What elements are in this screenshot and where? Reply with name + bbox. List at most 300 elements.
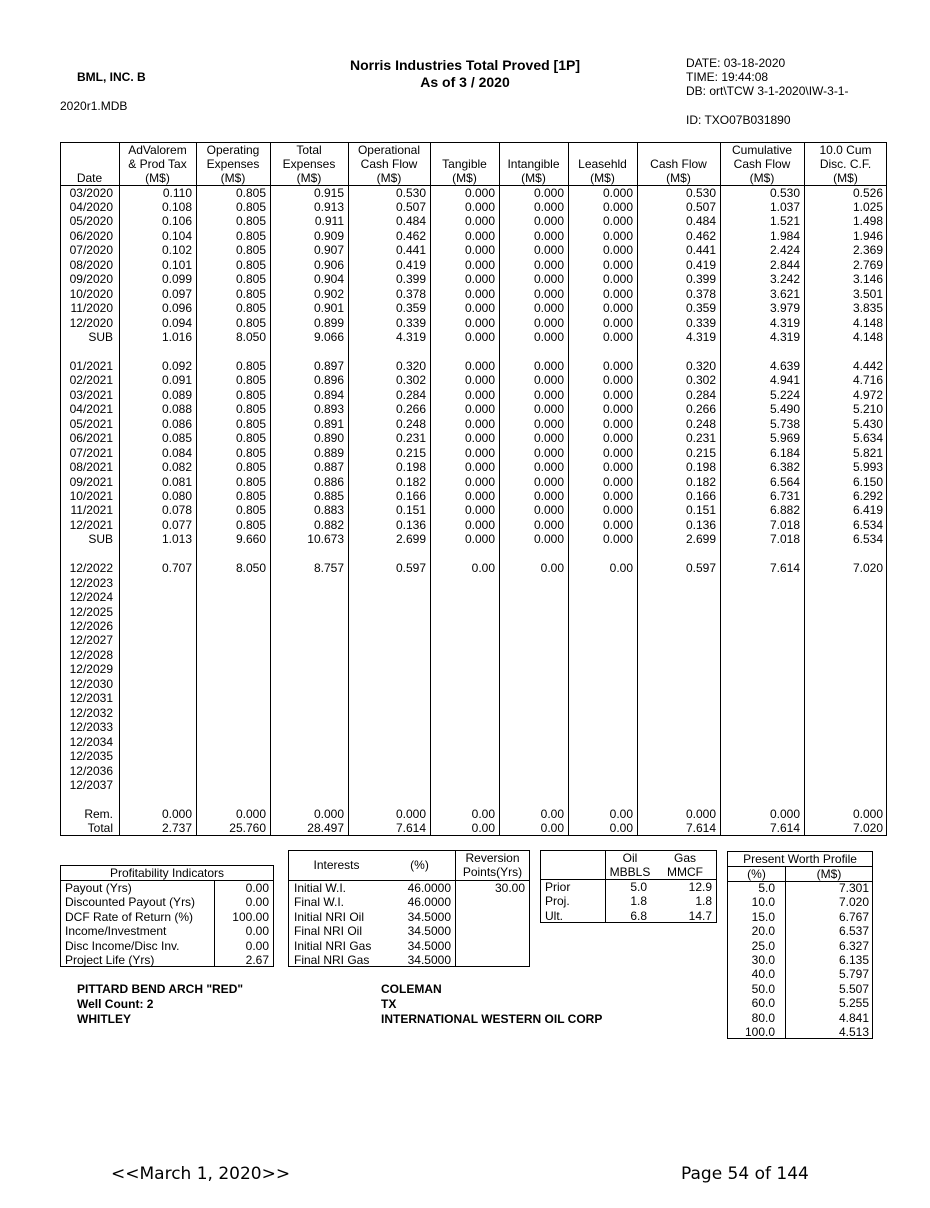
profitability-label: Disc Income/Disc Inv.	[65, 938, 180, 953]
interest-pct: 46.0000	[407, 895, 451, 910]
table-cell: 0.805	[235, 431, 266, 446]
row-date: 04/2020	[69, 199, 113, 214]
table-cell: 0.000	[602, 445, 633, 460]
table-cell: 0.000	[533, 431, 564, 446]
table-cell: 0.000	[533, 228, 564, 243]
table-cell: 0.101	[161, 257, 192, 272]
table-cell: 5.634	[852, 431, 883, 446]
interests-pct-header: (%)	[410, 858, 429, 872]
table-cell: 0.104	[161, 228, 192, 243]
table-cell: 4.319	[769, 330, 800, 344]
column-header-line1	[60, 143, 119, 157]
table-cell: 4.319	[685, 330, 716, 344]
table-cell: 0.094	[161, 315, 192, 330]
table-cell: 0.099	[161, 272, 192, 287]
report-id: ID: TXO07B031890	[686, 113, 791, 127]
reserve-gas: 14.7	[688, 908, 712, 923]
table-cell: 0.339	[685, 315, 716, 330]
table-cell: 5.430	[852, 416, 883, 431]
table-cell: 0.248	[395, 416, 426, 431]
pw-value: 6.135	[838, 953, 869, 968]
row-date: 12/2027	[69, 633, 113, 648]
column-header	[637, 143, 720, 185]
table-cell: 0.085	[161, 431, 192, 446]
table-cell: 0.081	[161, 474, 192, 489]
table-cell: 0.000	[464, 474, 495, 489]
table-cell: 0.102	[161, 243, 192, 258]
row-date: 11/2020	[70, 301, 113, 316]
table-cell: 0.359	[395, 301, 426, 316]
table-cell: 0.000	[602, 243, 633, 258]
table-cell: 0.000	[464, 373, 495, 388]
interest-pct: 34.5000	[407, 938, 451, 953]
pw-rate: 15.0	[751, 909, 775, 924]
column-header	[430, 143, 499, 185]
table-cell: 2.699	[395, 532, 426, 547]
table-cell: 1.984	[769, 228, 800, 243]
column-header-line1: AdValorem	[128, 143, 187, 157]
column-header-line2: Cash Flow	[650, 157, 707, 171]
interests-box	[288, 850, 530, 967]
table-cell: 4.442	[852, 358, 883, 373]
table-cell: 0.889	[313, 445, 344, 460]
table-cell: 0.082	[161, 460, 192, 475]
table-cell: 6.184	[769, 445, 800, 460]
interest-row	[289, 924, 529, 938]
profitability-value: 100.00	[232, 909, 269, 924]
table-cell: 0.000	[464, 445, 495, 460]
column-header-line2: Cash Flow	[360, 157, 418, 171]
profitability-row	[61, 895, 273, 909]
row-date: 04/2021	[69, 402, 113, 417]
table-cell: 0.000	[852, 806, 883, 821]
table-cell: 0.000	[464, 330, 495, 344]
column-header-line2: & Prod Tax	[128, 157, 187, 171]
table-cell: 7.614	[769, 821, 800, 836]
row-date: 08/2021	[69, 460, 113, 475]
pw-value: 7.020	[838, 895, 869, 910]
table-cell: 0.805	[235, 301, 266, 316]
interest-label: Initial W.I.	[294, 881, 347, 895]
table-cell: 0.108	[161, 199, 192, 214]
column-header-line1	[637, 143, 720, 157]
profitability-value: 0.00	[245, 895, 269, 910]
pw-value: 4.841	[838, 1010, 869, 1025]
state-name: TX	[381, 997, 397, 1011]
table-cell: 0.419	[685, 257, 716, 272]
row-date: 12/2036	[69, 763, 113, 778]
table-cell: 0.399	[685, 272, 716, 287]
column-header-line2: Intangible	[507, 157, 560, 171]
table-cell: 0.000	[533, 243, 564, 258]
table-cell: 0.339	[395, 315, 426, 330]
interest-pct: 34.5000	[407, 924, 451, 939]
table-cell: 0.000	[533, 474, 564, 489]
operator-name: INTERNATIONAL WESTERN OIL CORP	[381, 1012, 603, 1026]
interest-row	[289, 910, 529, 924]
table-cell: 0.198	[395, 460, 426, 475]
table-cell: 0.182	[685, 474, 716, 489]
table-cell: 0.530	[685, 185, 716, 200]
table-cell: 0.000	[464, 358, 495, 373]
interest-label: Initial NRI Gas	[294, 938, 372, 953]
table-cell: 4.716	[852, 373, 883, 388]
table-cell: 0.000	[533, 387, 564, 402]
well-count: Well Count: 2	[77, 997, 154, 1011]
pw-row	[728, 967, 872, 981]
table-cell: 0.378	[395, 286, 426, 301]
table-cell: 0.441	[395, 243, 426, 258]
table-cell: 0.886	[313, 474, 344, 489]
table-cell: 9.660	[235, 532, 266, 547]
table-cell: 0.000	[464, 257, 495, 272]
table-cell: 0.000	[464, 503, 495, 518]
profitability-row	[61, 953, 273, 967]
interests-header: Interests	[313, 858, 360, 872]
table-cell: 0.913	[313, 199, 344, 214]
pw-row	[728, 881, 872, 895]
row-date: 12/2031	[69, 691, 113, 706]
interest-row	[289, 939, 529, 953]
table-cell: 1.013	[161, 532, 192, 547]
column-header-line2: Disc. C.F.	[819, 157, 872, 171]
table-cell: 2.424	[769, 243, 800, 258]
table-cell: 0.00	[540, 821, 564, 836]
table-cell: 0.805	[235, 243, 266, 258]
table-cell: 0.320	[395, 358, 426, 373]
row-date: 05/2021	[69, 416, 113, 431]
company-name: BML, INC. B	[77, 70, 146, 84]
row-date: 02/2021	[69, 373, 113, 388]
table-cell: 0.000	[533, 286, 564, 301]
reversion-value	[451, 953, 525, 967]
table-cell: 0.284	[685, 387, 716, 402]
row-date: 08/2020	[69, 257, 113, 272]
report-title-line2: As of 3 / 2020	[420, 74, 510, 90]
table-cell: 0.084	[161, 445, 192, 460]
table-cell: 0.441	[685, 243, 716, 258]
column-header	[720, 143, 804, 185]
reversion-value	[451, 924, 525, 938]
column-header-line1: Cumulative	[731, 143, 793, 157]
table-cell: 0.000	[533, 503, 564, 518]
reserve-oil: 1.8	[630, 894, 647, 909]
table-cell: 0.805	[235, 185, 266, 200]
table-cell: 0.000	[685, 806, 716, 821]
reserve-oil: 6.8	[630, 908, 647, 923]
row-date: 12/2021	[69, 517, 113, 532]
row-date: 06/2020	[69, 228, 113, 243]
table-cell: 0.000	[464, 228, 495, 243]
table-cell: 7.614	[395, 821, 426, 836]
pw-rate: 10.0	[751, 895, 775, 910]
interest-pct: 46.0000	[407, 881, 451, 895]
table-cell: 0.231	[395, 431, 426, 446]
table-cell: 0.597	[685, 561, 716, 576]
reserve-row	[541, 894, 716, 908]
table-cell: 0.248	[685, 416, 716, 431]
table-cell: 6.534	[852, 532, 883, 547]
table-cell: 0.915	[313, 185, 344, 200]
row-date: 12/2029	[69, 662, 113, 677]
column-header-line3: (M$)	[833, 171, 858, 185]
column-header-line3: (M$)	[749, 171, 775, 185]
table-cell: 5.969	[769, 431, 800, 446]
column-header-line2: Expenses	[206, 157, 260, 171]
column-header	[804, 143, 887, 185]
table-cell: 0.096	[161, 301, 192, 316]
table-cell: 3.621	[769, 286, 800, 301]
table-cell: 0.284	[395, 387, 426, 402]
profitability-indicators-box	[60, 865, 274, 967]
footer-date: <<March 1, 2020>>	[111, 1164, 291, 1184]
column-header-line2: Cash Flow	[733, 157, 791, 171]
row-date: 12/2033	[69, 720, 113, 735]
table-cell: 0.805	[235, 503, 266, 518]
row-date: 12/2023	[69, 575, 113, 590]
pw-rate: 25.0	[751, 938, 775, 953]
table-cell: 0.151	[685, 503, 716, 518]
table-cell: 0.198	[685, 460, 716, 475]
interest-label: Final NRI Gas	[294, 953, 370, 968]
row-date: 10/2021	[69, 488, 113, 503]
column-header	[196, 143, 270, 185]
table-cell: 0.887	[313, 460, 344, 475]
gas-header-line2: MMCF	[667, 865, 703, 879]
table-cell: 0.000	[533, 402, 564, 417]
pw-rate: 30.0	[751, 953, 775, 968]
table-cell: 0.182	[395, 474, 426, 489]
row-date: 12/2037	[69, 777, 113, 792]
table-cell: 0.893	[313, 402, 344, 417]
table-cell: 6.150	[852, 474, 883, 489]
table-cell: 0.597	[395, 561, 426, 576]
row-date: SUB	[88, 532, 113, 547]
table-cell: 0.000	[464, 431, 495, 446]
row-date: 12/2035	[69, 749, 113, 764]
table-cell: 0.000	[602, 272, 633, 287]
profitability-row	[61, 939, 273, 953]
column-header-line3: (M$)	[521, 171, 546, 185]
table-cell: 0.000	[533, 517, 564, 532]
column-header	[568, 143, 637, 185]
table-cell: 0.000	[533, 445, 564, 460]
table-cell: 0.110	[162, 185, 192, 200]
table-cell: 0.000	[533, 460, 564, 475]
table-cell: 0.882	[313, 517, 344, 532]
table-cell: 0.462	[395, 228, 426, 243]
table-cell: 0.805	[235, 445, 266, 460]
pw-value: 4.513	[838, 1025, 869, 1040]
row-date: 12/2034	[69, 734, 113, 749]
row-date: 09/2020	[69, 272, 113, 287]
interest-label: Final W.I.	[294, 895, 345, 910]
table-cell: 0.000	[602, 228, 633, 243]
report-db: DB: ort\TCW 3-1-2020\IW-3-1-	[686, 84, 849, 98]
table-cell: 0.000	[602, 402, 633, 417]
table-cell: 0.000	[602, 503, 633, 518]
profitability-row	[61, 881, 273, 895]
interest-pct: 34.5000	[407, 953, 451, 968]
pw-pct-header: (%)	[747, 867, 766, 881]
profitability-label: Payout (Yrs)	[65, 881, 132, 895]
pw-row	[728, 996, 872, 1010]
table-cell: 0.359	[685, 301, 716, 316]
lease-info-left	[77, 982, 243, 1027]
table-cell: 5.738	[769, 416, 800, 431]
pw-row	[728, 1011, 872, 1025]
table-cell: 0.266	[685, 402, 716, 417]
reversion-value	[451, 895, 525, 909]
table-cell: 5.210	[852, 402, 883, 417]
table-cell: 0.000	[602, 373, 633, 388]
table-cell: 0.097	[161, 286, 192, 301]
column-header-line3: (M$)	[376, 171, 402, 185]
table-cell: 0.805	[235, 488, 266, 503]
profitability-title: Profitability Indicators	[61, 866, 273, 881]
gas-header-line1: Gas	[673, 851, 696, 865]
column-header-line1: Total	[296, 143, 322, 157]
oil-header-line2: MBBLS	[609, 865, 651, 879]
table-cell: 0.805	[235, 228, 266, 243]
table-cell: 0.00	[471, 806, 495, 821]
table-cell: 0.000	[602, 387, 633, 402]
profitability-label: Discounted Payout (Yrs)	[65, 895, 196, 910]
table-cell: 0.000	[602, 185, 633, 200]
table-cell: 0.805	[235, 517, 266, 532]
profitability-value: 0.00	[245, 938, 269, 953]
row-date: 03/2020	[69, 185, 113, 200]
table-cell: 6.534	[852, 517, 883, 532]
table-cell: 7.018	[769, 532, 800, 547]
table-cell: 0.805	[235, 315, 266, 330]
table-cell: 0.151	[395, 503, 426, 518]
column-header-line3: (M$)	[296, 171, 322, 185]
column-header-line3: (M$)	[590, 171, 615, 185]
table-cell: 0.901	[313, 301, 344, 316]
table-cell: 0.000	[602, 517, 633, 532]
table-cell: 0.399	[395, 272, 426, 287]
profitability-label: Income/Investment	[65, 924, 167, 939]
table-cell: 0.106	[161, 214, 192, 229]
table-cell: 0.896	[313, 373, 344, 388]
column-header-line3: (M$)	[666, 171, 691, 185]
table-cell: 0.897	[313, 358, 344, 373]
table-cell: 5.490	[769, 402, 800, 417]
table-cell: 0.302	[685, 373, 716, 388]
table-cell: 0.000	[602, 460, 633, 475]
table-cell: 0.089	[161, 387, 192, 402]
table-cell: 0.00	[540, 806, 564, 821]
table-cell: 0.805	[235, 402, 266, 417]
table-cell: 0.000	[602, 416, 633, 431]
reversion-value: 30.00	[494, 881, 525, 895]
table-cell: 0.890	[313, 431, 344, 446]
table-cell: 0.000	[464, 402, 495, 417]
table-cell: 4.972	[852, 387, 883, 402]
row-date: Total	[87, 821, 113, 836]
table-cell: 4.941	[769, 373, 800, 388]
table-cell: 6.419	[852, 503, 883, 518]
table-cell: 2.369	[852, 243, 883, 258]
table-cell: 5.993	[852, 460, 883, 475]
pw-row	[728, 982, 872, 996]
table-cell: 0.000	[533, 532, 564, 547]
table-cell: 0.378	[685, 286, 716, 301]
report-date: DATE: 03-18-2020	[686, 56, 786, 70]
table-cell: 0.000	[533, 257, 564, 272]
table-cell: 4.319	[769, 315, 800, 330]
present-worth-profile-box	[727, 851, 873, 1039]
table-cell: 8.050	[235, 561, 266, 576]
table-cell: 2.699	[685, 532, 716, 547]
lease-info-right	[381, 982, 602, 1027]
table-cell: 0.805	[235, 199, 266, 214]
row-date: 01/2021	[69, 358, 113, 373]
lease-name: PITTARD BEND ARCH "RED"	[77, 982, 244, 996]
table-cell: 0.902	[313, 286, 344, 301]
column-header-line2	[60, 157, 119, 171]
profitability-row	[61, 910, 273, 924]
column-header-line1	[568, 143, 637, 157]
table-cell: 0.507	[685, 199, 716, 214]
table-cell: 25.760	[229, 821, 266, 836]
pw-rate: 50.0	[751, 981, 775, 996]
table-cell: 0.000	[464, 387, 495, 402]
table-cell: 0.000	[602, 199, 633, 214]
table-cell: 2.844	[769, 257, 800, 272]
county-name: COLEMAN	[381, 982, 442, 996]
column-header	[348, 143, 430, 185]
table-cell: 6.882	[769, 503, 800, 518]
row-date: 12/2022	[69, 561, 113, 576]
table-cell: 3.501	[852, 286, 883, 301]
table-cell: 0.166	[395, 488, 426, 503]
table-cell: 0.000	[313, 806, 344, 821]
table-cell: 0.805	[235, 257, 266, 272]
table-cell: 7.020	[852, 561, 883, 576]
table-cell: 0.000	[533, 199, 564, 214]
column-header	[499, 143, 568, 185]
table-cell: 0.000	[464, 517, 495, 532]
table-cell: 0.231	[685, 431, 716, 446]
table-cell: 0.000	[533, 488, 564, 503]
pw-value: 6.537	[838, 924, 869, 939]
pw-row	[728, 924, 872, 938]
report-time: TIME: 19:44:08	[686, 70, 769, 84]
table-cell: 0.086	[161, 416, 192, 431]
table-cell: 0.00	[540, 561, 564, 576]
table-cell: 0.000	[464, 243, 495, 258]
table-cell: 0.805	[235, 460, 266, 475]
table-cell: 4.148	[852, 315, 883, 330]
table-cell: 0.00	[609, 806, 633, 821]
table-cell: 0.080	[161, 488, 192, 503]
pw-value: 5.797	[838, 967, 869, 982]
table-cell: 0.000	[602, 286, 633, 301]
table-cell: 0.530	[769, 185, 800, 200]
column-header-line1: Operating	[206, 143, 260, 157]
table-cell: 0.000	[533, 315, 564, 330]
column-header-line3: (M$)	[220, 171, 246, 185]
table-cell: 0.000	[235, 806, 266, 821]
table-cell: 4.148	[852, 330, 883, 344]
pw-row	[728, 953, 872, 967]
interest-row	[289, 881, 529, 895]
report-title	[300, 57, 630, 91]
column-header-line3: Date	[76, 171, 103, 185]
reversion-value	[451, 939, 525, 953]
